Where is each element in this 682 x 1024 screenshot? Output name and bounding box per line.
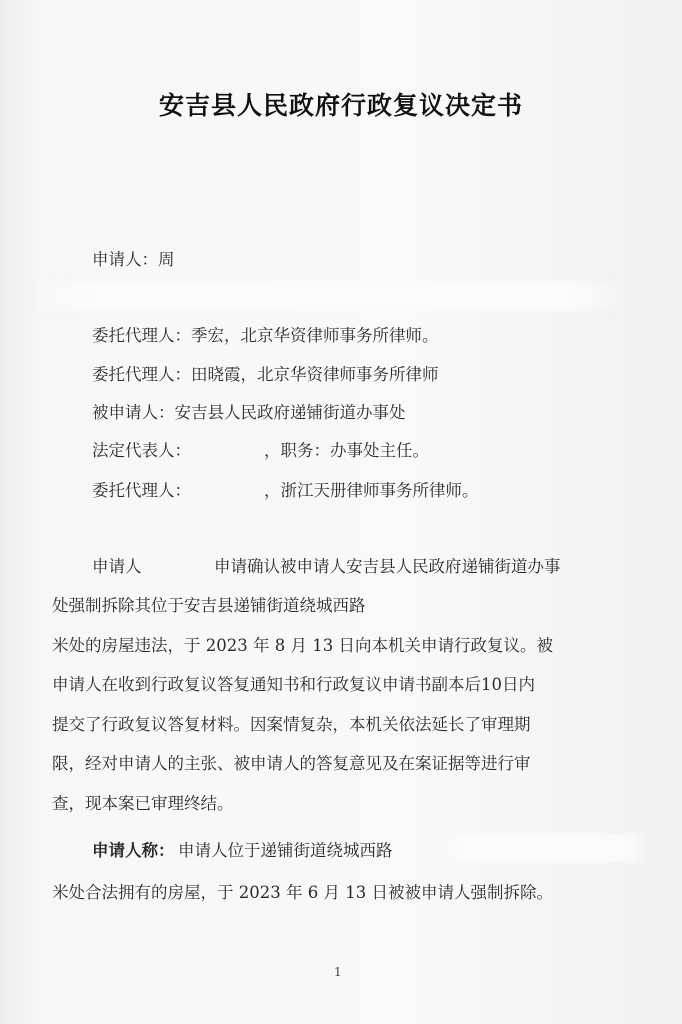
respondent-line: 被申请人：安吉县人民政府递铺街道办事处 bbox=[92, 403, 406, 422]
applicant-line: 申请人：周 bbox=[92, 250, 175, 269]
body-line-1b: 申请确认被申请人安吉县人民政府递铺街道办事 bbox=[214, 557, 561, 576]
agent-line-3-rest: ，浙江天册律师事务所律师。 bbox=[264, 481, 479, 500]
body-line-2: 处强制拆除其位于安吉县递铺街道绕城西路 bbox=[52, 596, 366, 615]
body-line-6: 限，经对申请人的主张、被申请人的答复意见及在案证据等进行审 bbox=[52, 754, 531, 773]
body-line-9: 米处合法拥有的房屋，于 2023 年 6 月 13 日被被申请人强制拆除。 bbox=[52, 883, 553, 902]
body-line-7: 查，现本案已审理终结。 bbox=[52, 794, 234, 813]
agent-line-1: 委托代理人：季宏，北京华资律师事务所律师。 bbox=[92, 326, 439, 345]
document-title: 安吉县人民政府行政复议决定书 bbox=[158, 91, 523, 120]
page-number: 1 bbox=[334, 965, 342, 979]
body-line-3: 米处的房屋违法，于 2023 年 8 月 13 日向本机关申请行政复议。被 bbox=[52, 636, 553, 655]
body-line-1a: 申请人 bbox=[92, 557, 142, 576]
redaction-smear-2 bbox=[440, 834, 650, 862]
legal-rep-rest: ，职务：办事处主任。 bbox=[264, 441, 429, 460]
body-line-4: 申请人在收到行政复议答复通知书和行政复议申请书副本后10日内 bbox=[52, 675, 535, 694]
agent-line-2: 委托代理人：田晓霞，北京华资律师事务所律师 bbox=[92, 365, 439, 384]
body-line-5: 提交了行政复议答复材料。因案情复杂，本机关依法延长了审理期 bbox=[52, 715, 531, 734]
claim-text: 申请人位于递铺街道绕城西路 bbox=[178, 841, 393, 860]
redaction-smear bbox=[30, 282, 630, 310]
agent-line-3-label: 委托代理人： bbox=[92, 481, 191, 500]
legal-rep-label: 法定代表人： bbox=[92, 441, 191, 460]
claim-label: 申请人称： bbox=[92, 841, 175, 860]
